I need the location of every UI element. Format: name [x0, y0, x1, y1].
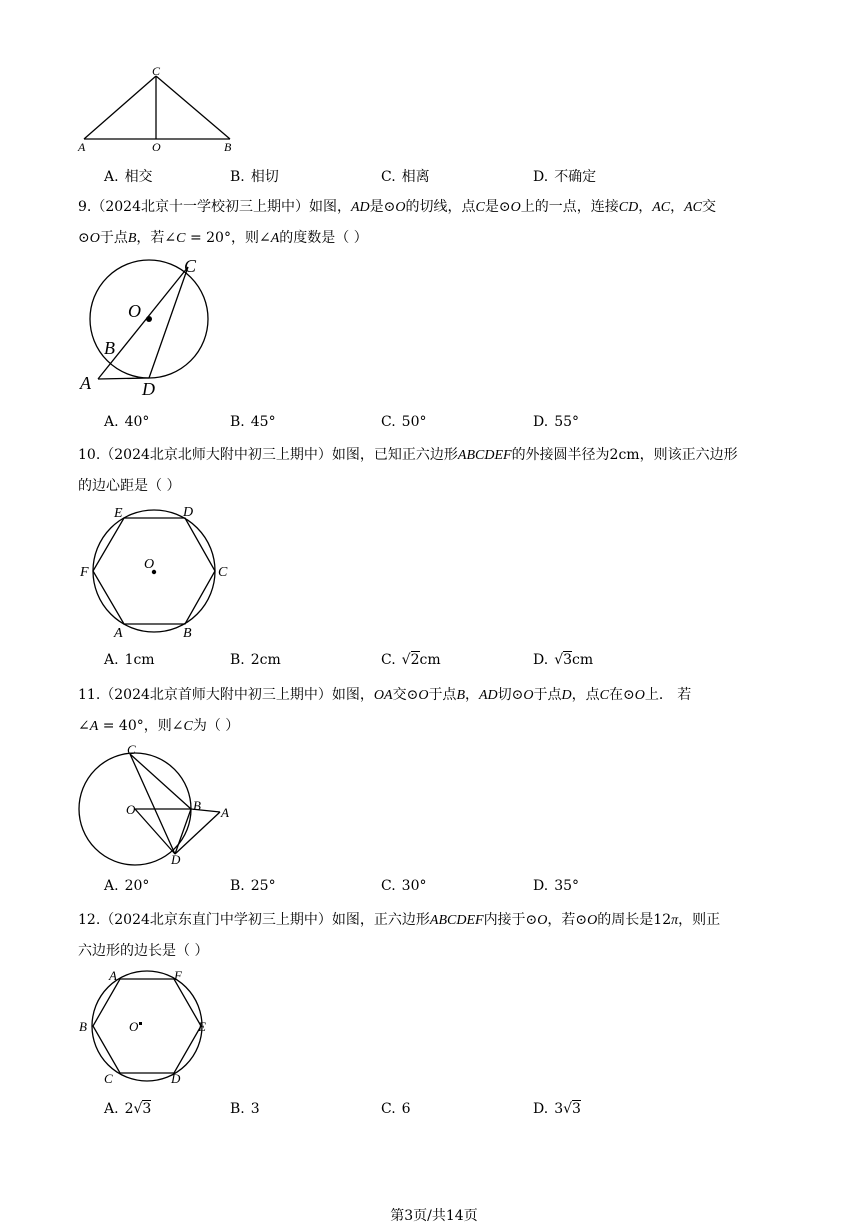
option-c[interactable]: C. 6	[381, 1101, 411, 1117]
question-source: （2024北京东直门中学初三上期中）	[100, 912, 332, 928]
q10-label-c: C	[218, 565, 228, 580]
q8-label-a: A	[78, 140, 86, 154]
q12-label-a: A	[109, 968, 117, 983]
question-10-line-1: 10.（2024北京北师大附中初三上期中）如图，已知正六边形ABCDEF的外接圆半径为2cm，则该正六边形	[78, 447, 738, 463]
q12-options	[104, 1101, 804, 1125]
q10-label-a: A	[114, 626, 123, 641]
option-d[interactable]: D. 35°	[533, 878, 580, 894]
q10-figure	[76, 500, 236, 645]
option-a[interactable]: A. 20°	[104, 878, 150, 894]
option-c[interactable]: C. 50°	[381, 414, 427, 430]
option-c[interactable]: C. 30°	[381, 878, 427, 894]
q11-label-c: C	[127, 742, 136, 757]
option-b[interactable]: B. 2cm	[230, 652, 281, 668]
q11-label-o: O	[126, 802, 136, 817]
q8-figure	[72, 62, 242, 157]
q12-label-e: E	[198, 1019, 206, 1034]
q10-label-e: E	[114, 506, 123, 521]
q9-label-a: A	[80, 373, 91, 393]
question-9-line-1: 9.（2024北京十一学校初三上期中）如图，AD是⊙O的切线，点C是⊙O上的一点，连接CD，AC，AC交	[78, 199, 716, 215]
option-b[interactable]: B. 3	[230, 1101, 260, 1117]
option-a[interactable]: A. 相交	[104, 169, 153, 185]
option-b[interactable]: B. 45°	[230, 414, 276, 430]
q11-options	[104, 878, 804, 902]
sqrt-sign: √	[563, 1101, 573, 1117]
question-9-line-2: ⊙O于点B，若∠C = 20°，则∠A的度数是（ ）	[78, 230, 368, 246]
q12-label-d: D	[171, 1071, 181, 1086]
q8-label-b: B	[224, 140, 232, 154]
option-a[interactable]: A. 40°	[104, 414, 150, 430]
option-d[interactable]: D. 不确定	[533, 169, 597, 185]
q9-label-d: D	[142, 379, 155, 399]
option-a[interactable]: A. 1cm	[104, 652, 155, 668]
q9-figure	[74, 252, 224, 402]
q12-label-o: O	[129, 1019, 139, 1034]
question-11-line-1: 11.（2024北京首师大附中初三上期中）如图，OA交⊙O于点B，AD切⊙O于点D，点C在⊙O上． 若	[78, 687, 692, 703]
q8-options	[104, 166, 804, 190]
q11-label-d: D	[171, 852, 181, 867]
q9-options	[104, 414, 804, 438]
question-10-line-2: 的边心距是（ ）	[78, 478, 181, 494]
question-source: （2024北京首师大附中初三上期中）	[100, 687, 332, 703]
option-d[interactable]: D. √3cm	[533, 652, 594, 668]
question-11-line-2: ∠A = 40°，则∠C为（ ）	[78, 718, 240, 734]
question-source: （2024北京十一学校初三上期中）	[91, 199, 309, 215]
q10-label-b: B	[183, 626, 192, 641]
q12-label-f: F	[174, 968, 182, 983]
option-a[interactable]: A. 2√3	[104, 1101, 152, 1117]
q9-label-o: O	[128, 301, 141, 321]
option-d[interactable]: D. 55°	[533, 414, 580, 430]
page-footer: 第3页/共14页	[390, 1208, 478, 1224]
q12-figure	[74, 964, 219, 1089]
option-b[interactable]: B. 相切	[230, 169, 279, 185]
q12-label-c: C	[104, 1071, 113, 1086]
q8-label-c: C	[152, 64, 161, 78]
question-9	[78, 192, 798, 254]
question-source: （2024北京北师大附中初三上期中）	[100, 447, 332, 463]
q8-label-o: O	[152, 140, 161, 154]
question-12-line-1: 12.（2024北京东直门中学初三上期中）如图，正六边形ABCDEF内接于⊙O，若⊙O的周长是12π，则正	[78, 912, 721, 928]
option-c[interactable]: C. 相离	[381, 169, 430, 185]
sqrt-sign: √	[133, 1101, 143, 1117]
q9-label-c: C	[184, 256, 197, 276]
question-11	[78, 680, 798, 742]
option-b[interactable]: B. 25°	[230, 878, 276, 894]
q10-label-f: F	[80, 565, 89, 580]
question-12-line-2: 六边形的边长是（ ）	[78, 943, 209, 959]
q12-label-b: B	[79, 1019, 87, 1034]
q10-options	[104, 652, 804, 676]
q11-label-a: A	[221, 805, 229, 820]
question-12	[78, 905, 798, 966]
option-c[interactable]: C. √2cm	[381, 652, 441, 668]
question-10	[78, 440, 798, 501]
q9-label-b: B	[104, 338, 115, 358]
q10-label-d: D	[183, 505, 194, 520]
sqrt-sign: √	[401, 652, 411, 668]
q11-figure	[74, 740, 239, 870]
q11-label-b: B	[193, 798, 201, 813]
option-d[interactable]: D. 3√3	[533, 1101, 581, 1117]
q10-label-o: O	[144, 557, 155, 572]
sqrt-sign: √	[554, 652, 564, 668]
